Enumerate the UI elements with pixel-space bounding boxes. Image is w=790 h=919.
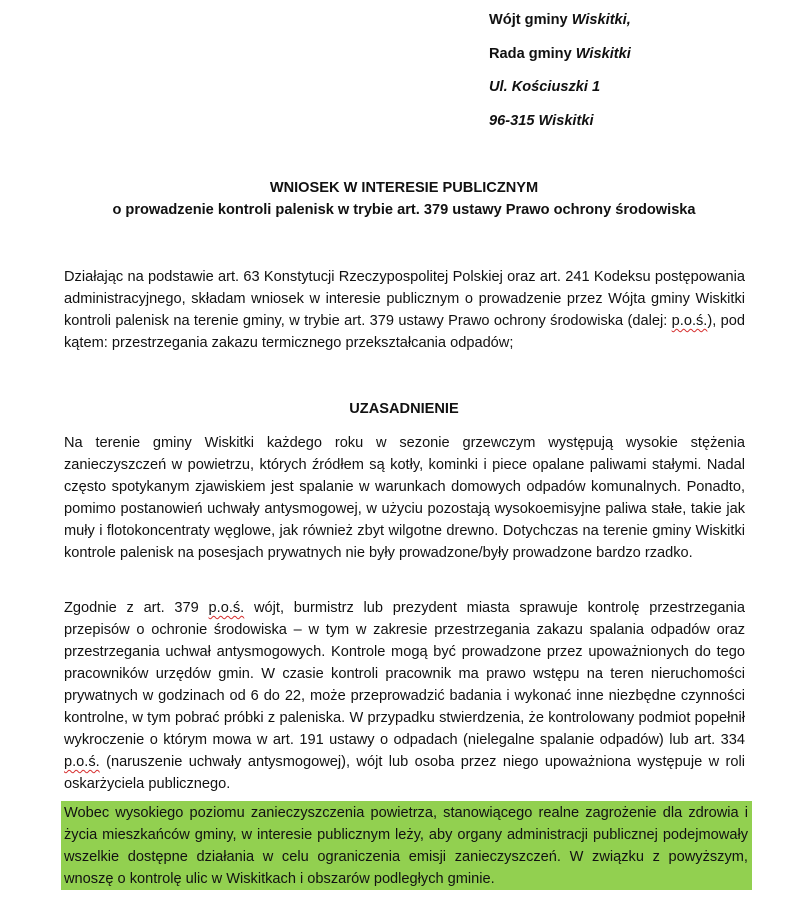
address-line-2: Rada gminy Wiskitki xyxy=(489,45,631,62)
highlighted-paragraph: Wobec wysokiego poziomu zanieczyszczenia powietrza, stanowiącego realne zagrożenie dla zdrowia i życia mieszkańców gminy, w interesie publicznym leży, aby organy administracji publicznej podejmowały wszelkie dostępne działania w celu ograniczenia emisji zanieczyszczeń. W związku z powyższym, wnoszę o kontrolę ulic w Wiskitkach i obszarów podległych gminie. xyxy=(64,805,748,887)
intro-paragraph: Działając na podstawie art. 63 Konstytucji Rzeczypospolitej Polskiej oraz art. 241 Kodeksu postępowania administracyjnego, składam wniosek w interesie publicznym o prowadzenie przez Wójta gminy Wiskitki kontroli palenisk na terenie gminy, w trybie art. 379 ustawy Prawo ochrony środowiska (dalej: p.o.ś.), pod kątem: przestrzegania zakazu termicznego przekształcania odpadów; xyxy=(64,269,745,351)
spellcheck-pos: p.o.ś. xyxy=(64,754,100,770)
justification-paragraph-2: Zgodnie z art. 379 p.o.ś. wójt, burmistrz lub prezydent miasta sprawuje kontrolę przestrzegania przepisów o ochronie środowiska – w tym w zakresie przestrzegania zakazu spalania odpadów oraz przestrzegania uchwał antysmogowych. Kontrole mogą być prowadzone przez upoważnionych do tego pracowników urzędów gmin. W czasie kontroli pracownik ma prawo wstępu na teren nieruchomości prywatnych w godzinach od 6 do 22, może przeprowadzić badania i wykonać inne niezbędne czynności kontrolne, w tym pobrać próbki z paleniska. W przypadku stwierdzenia, że kontrolowany podmiot popełnił wykroczenie o którym mowa w art. 191 ustawy o odpadach (nielegalne spalanie odpadów) lub art. 334 p.o.ś. (naruszenie uchwały antysmogowej), wójt lub osoba przez niego upoważniona występuje w roli oskarżyciela publicznego. xyxy=(64,600,745,792)
justification-heading: UZASADNIENIE xyxy=(349,401,459,417)
title-main: WNIOSEK W INTERESIE PUBLICZNYM xyxy=(269,180,539,196)
spellcheck-pos: p.o.ś. xyxy=(671,313,708,329)
address-line-3: Ul. Kościuszki 1 xyxy=(489,79,601,96)
spellcheck-pos: p.o.ś. xyxy=(208,600,245,616)
document-title xyxy=(0,177,790,221)
address-line-2-name: Wiskitki xyxy=(575,45,631,62)
address-line-1: Wójt gminy Wiskitki, xyxy=(489,12,631,28)
recipient-address xyxy=(489,9,631,144)
justification-paragraph-1: Na terenie gminy Wiskitki każdego roku w sezonie grzewczym występują wysokie stężenia zanieczyszczeń w powietrzu, których źródłem są kotły, kominki i piece opalane paliwami stałymi. Nadal często spotykanym zjawiskiem jest spalanie w warunkach domowych odpadów komunalnych. Ponadto, pomimo postanowień uchwały antysmogowej, w użyciu pozostają wysokoemisyjne paliwa stałe, takie jak muły i flotokoncentraty węglowe, jak również zbyt wilgotne drewno. Dotychczas na terenie gminy Wiskitki kontrole palenisk na posesjach prywatnych nie były prowadzone/były prowadzone bardzo rzadko. xyxy=(64,435,745,561)
title-subtitle: o prowadzenie kontroli palenisk w trybie art. 379 ustawy Prawo ochrony środowiska xyxy=(112,202,696,218)
address-line-4: 96-315 Wiskitki xyxy=(489,113,594,130)
address-line-1-name: Wiskitki, xyxy=(571,12,631,28)
